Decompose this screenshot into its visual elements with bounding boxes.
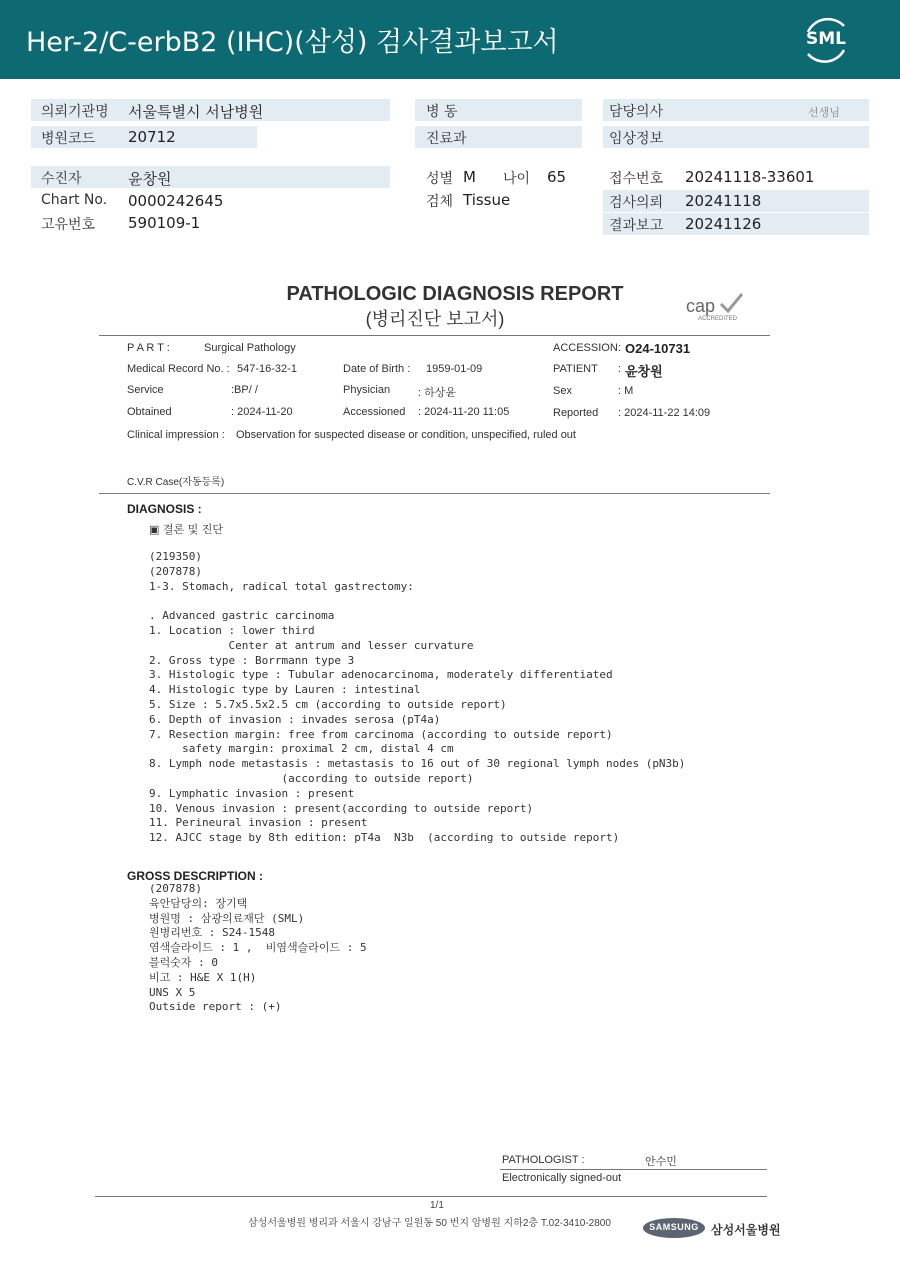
logo-text: SML bbox=[806, 29, 846, 49]
signed-out-text: Electronically signed-out bbox=[502, 1172, 622, 1184]
divider bbox=[95, 1196, 767, 1197]
clinical-impression-value: Observation for suspected disease or condition, unspecified, ruled out bbox=[236, 429, 576, 441]
diagnosis-line: (219350) bbox=[149, 550, 202, 563]
patient-label: 수진자 bbox=[41, 171, 82, 187]
patient-value: 윤창원 bbox=[128, 170, 172, 188]
hospital-code-value: 20712 bbox=[128, 128, 176, 146]
gross-line: 병원명 : 삼광의료재단 (SML) bbox=[149, 911, 305, 925]
dept-label: 진료과 bbox=[426, 131, 467, 147]
obtained-value: : 2024-11-20 bbox=[231, 406, 293, 418]
result-date-label: 결과보고 bbox=[609, 218, 664, 234]
accession-value: O24-10731 bbox=[625, 341, 691, 356]
unique-no-row bbox=[31, 212, 390, 234]
doctor-label: 담당의사 bbox=[609, 104, 664, 120]
divider bbox=[99, 493, 770, 494]
physician-label: Physician bbox=[343, 384, 391, 396]
gross-line: UNS X 5 bbox=[149, 985, 196, 999]
pathologist-name: 안수민 bbox=[645, 1156, 677, 1168]
part-label: P A R T : bbox=[127, 342, 170, 354]
diagnosis-text bbox=[149, 550, 685, 846]
diagnosis-line: 12. AJCC stage by 8th edition: pT4a N3b (according to outside report) bbox=[149, 831, 620, 845]
dob-label: Date of Birth : bbox=[343, 363, 411, 375]
report-patient-label: PATIENT bbox=[553, 363, 598, 375]
hospital-code-label: 병원코드 bbox=[41, 131, 96, 147]
report-patient-value: 윤창원 bbox=[625, 364, 663, 379]
diagnosis-line: 4. Histologic type by Lauren : intestinal bbox=[149, 683, 421, 697]
diagnosis-heading: DIAGNOSIS : bbox=[127, 502, 202, 516]
diagnosis-line: 6. Depth of invasion : invades serosa (pT4a) bbox=[149, 712, 441, 726]
diagnosis-line: 1. Location : lower third bbox=[149, 623, 315, 637]
ward-row bbox=[415, 99, 582, 121]
diagnosis-line: 11. Perineural invasion : present bbox=[149, 816, 368, 830]
diagnosis-line: 9. Lymphatic invasion : present bbox=[149, 786, 355, 800]
chart-label: Chart No. bbox=[41, 192, 108, 208]
gross-line: 원병리번호 : S24-1548 bbox=[149, 926, 275, 940]
diagnosis-line: Center at antrum and lesser curvature bbox=[149, 638, 474, 652]
sex-age-row bbox=[415, 166, 585, 188]
diagnosis-line: 2. Gross type : Borrmann type 3 bbox=[149, 653, 355, 667]
footer-address: 삼성서울병원 병리과 서울시 강남구 일원동 50 번지 암병원 지하2층 T.02-3410-2800 bbox=[248, 1218, 611, 1229]
result-date-value: 20241126 bbox=[685, 215, 762, 233]
unique-no-label: 고유번호 bbox=[41, 217, 96, 233]
diagnosis-line: 8. Lymph node metastasis : metastasis to 16 out of 30 regional lymph nodes (pN3b) bbox=[149, 757, 686, 771]
page-title: Her-2/C-erbB2 (IHC)(삼성) 검사결과보고서 bbox=[26, 27, 559, 58]
cap-accredited-text: ACCREDITED bbox=[698, 316, 738, 322]
cap-accredited-logo bbox=[684, 292, 748, 326]
specimen-value: Tissue bbox=[463, 191, 511, 209]
report-header-bar bbox=[0, 0, 900, 79]
diagnosis-line: safety margin: proximal 2 cm, distal 4 cm bbox=[149, 742, 454, 756]
specimen-row bbox=[415, 189, 585, 211]
diagnosis-line: 10. Venous invasion : present(according to outside report) bbox=[149, 801, 534, 815]
gross-line: 육안담당의: 장기택 bbox=[149, 896, 248, 910]
clinical-info-row bbox=[603, 126, 869, 148]
checkmark-icon bbox=[718, 292, 744, 314]
receipt-value: 20241118-33601 bbox=[685, 168, 815, 186]
part-value: Surgical Pathology bbox=[204, 342, 296, 354]
gross-heading: GROSS DESCRIPTION : bbox=[127, 869, 264, 883]
report-title: PATHOLOGIC DIAGNOSIS REPORT bbox=[286, 283, 624, 305]
mrn-label: Medical Record No. : bbox=[127, 363, 230, 375]
diagnosis-line: (207878) bbox=[149, 564, 202, 578]
samsung-logo-text: SAMSUNG bbox=[649, 1222, 699, 1232]
reported-label: Reported bbox=[553, 407, 599, 419]
service-label: Service bbox=[127, 384, 164, 396]
receipt-row bbox=[603, 166, 869, 188]
chart-value: 0000242645 bbox=[128, 192, 224, 210]
obtained-label: Obtained bbox=[127, 406, 172, 418]
accession-label: ACCESSION bbox=[553, 342, 618, 354]
request-date-label: 검사의뢰 bbox=[609, 195, 664, 211]
dept-row bbox=[415, 126, 582, 148]
accessioned-label: Accessioned bbox=[343, 406, 406, 418]
requester-label: 의뢰기관명 bbox=[41, 104, 109, 120]
request-date-value: 20241118 bbox=[685, 192, 762, 210]
diagnosis-line: 3. Histologic type : Tubular adenocarcinoma, moderately differentiated bbox=[149, 668, 613, 682]
divider bbox=[99, 335, 770, 336]
clinical-impression-label: Clinical impression : bbox=[127, 429, 225, 441]
gross-text bbox=[149, 882, 367, 1015]
diagnosis-line: 7. Resection margin: free from carcinoma (according to outside report) bbox=[149, 727, 613, 741]
gross-line: 염색슬라이드 : 1 , 비염색슬라이드 : 5 bbox=[149, 941, 367, 955]
doctor-suffix: 선생님 bbox=[808, 106, 840, 119]
diagnosis-line: 5. Size : 5.7x5.5x2.5 cm (according to outside report) bbox=[149, 697, 507, 711]
mrn-value: 547-16-32-1 bbox=[237, 363, 297, 375]
gross-line: 블럭숫자 : 0 bbox=[149, 955, 218, 969]
divider bbox=[500, 1169, 767, 1170]
clinical-info-label: 임상정보 bbox=[609, 131, 664, 147]
diagnosis-line: (according to outside report) bbox=[149, 771, 474, 785]
page-number: 1/1 bbox=[430, 1200, 444, 1211]
sex-label: 성별 bbox=[426, 171, 454, 187]
receipt-label: 접수번호 bbox=[609, 171, 664, 187]
requester-value: 서울특별시 서남병원 bbox=[128, 103, 264, 121]
age-label: 나이 bbox=[503, 171, 531, 187]
report-subtitle: (병리진단 보고서) bbox=[365, 309, 505, 329]
hospital-code-row bbox=[31, 126, 257, 148]
age-value: 65 bbox=[547, 168, 567, 186]
diagnosis-subheading: ▣ 결론 및 진단 bbox=[149, 523, 224, 536]
doctor-row bbox=[603, 99, 869, 121]
request-date-row bbox=[603, 190, 869, 212]
chart-row bbox=[31, 190, 390, 212]
sex-value: M bbox=[463, 168, 476, 186]
sml-logo bbox=[800, 14, 852, 66]
specimen-label: 검체 bbox=[426, 194, 454, 210]
pathologist-label: PATHOLOGIST : bbox=[502, 1154, 585, 1166]
hospital-name: 삼성서울병원 bbox=[711, 1223, 781, 1237]
patient-row bbox=[31, 166, 390, 188]
service-value: :BP/ / bbox=[231, 384, 258, 396]
report-sex-label: Sex bbox=[553, 385, 572, 397]
samsung-logo bbox=[643, 1218, 705, 1238]
dob-value: 1959-01-09 bbox=[426, 363, 483, 375]
ward-label: 병 동 bbox=[426, 104, 458, 120]
physician-value: : 하상윤 bbox=[418, 387, 456, 399]
diagnosis-line: 1-3. Stomach, radical total gastrectomy: bbox=[149, 579, 414, 593]
accessioned-value: : 2024-11-20 11:05 bbox=[418, 406, 510, 418]
report-sex-value: : M bbox=[618, 385, 634, 397]
diagnosis-line: . Advanced gastric carcinoma bbox=[149, 609, 335, 623]
cap-logo-text: cap bbox=[686, 296, 716, 316]
unique-no-value: 590109-1 bbox=[128, 214, 201, 232]
reported-value: : 2024-11-22 14:09 bbox=[618, 407, 711, 419]
gross-line: (207878) bbox=[149, 882, 202, 895]
result-date-row bbox=[603, 213, 869, 235]
diagnosis-line bbox=[149, 594, 685, 609]
gross-line: Outside report : (+) bbox=[149, 1000, 282, 1014]
gross-line: 비고 : H&E X 1(H) bbox=[149, 970, 257, 984]
cvr-case: C.V.R Case(자동등록) bbox=[127, 477, 225, 488]
requester-row bbox=[31, 99, 390, 121]
